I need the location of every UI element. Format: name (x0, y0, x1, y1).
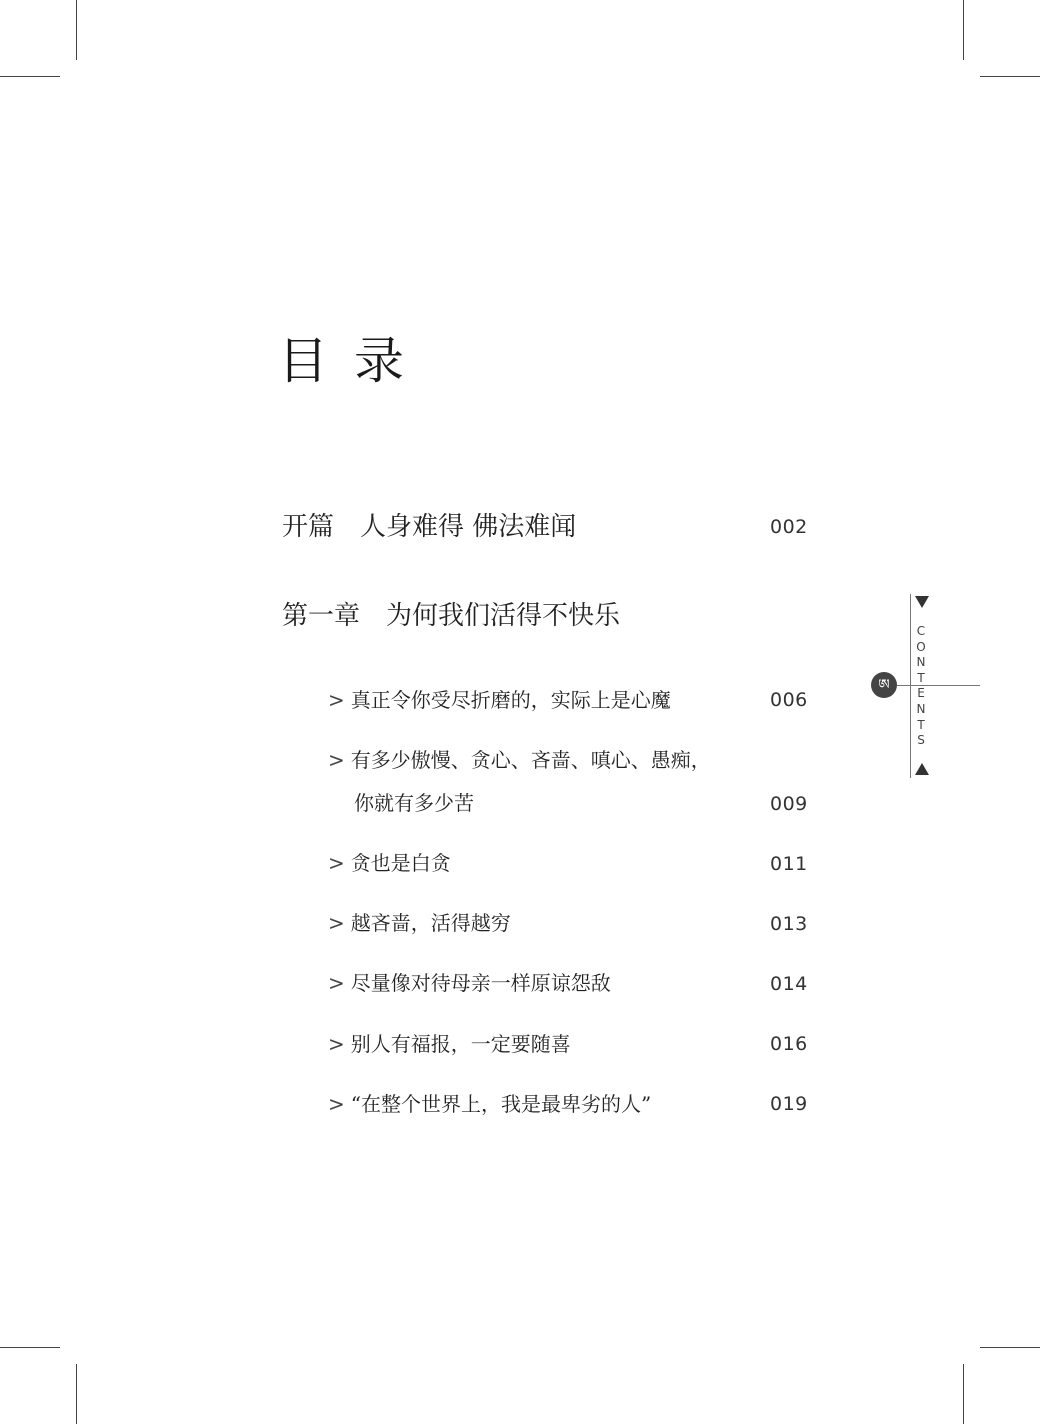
item-marker: > (328, 851, 345, 875)
tibetan-syllable-icon: ཨ (871, 672, 897, 698)
section-title: 为何我们活得不快乐 (386, 601, 621, 631)
page-number: 011 (770, 853, 808, 875)
tab-letter: E (917, 686, 925, 701)
crop-mark (76, 0, 77, 60)
section-label: 开篇 (282, 512, 335, 542)
item-marker: > (328, 748, 345, 772)
crop-mark (980, 1347, 1040, 1348)
tab-letter: S (917, 733, 925, 748)
item-marker: > (328, 911, 345, 935)
item-title-continuation[interactable]: 你就有多少苦 (354, 791, 474, 815)
toc-item[interactable] (328, 1094, 651, 1114)
tab-letter: N (916, 701, 926, 716)
page-number: 013 (770, 913, 808, 935)
toc-item[interactable] (328, 973, 611, 993)
toc-section-chapter-1[interactable] (282, 603, 620, 629)
toc-item[interactable] (328, 690, 671, 710)
page-number: 009 (770, 793, 808, 815)
item-title: 真正令你受尽折磨的，实际上是心魔 (350, 688, 671, 712)
item-title: 别人有福报，一定要随喜 (350, 1032, 571, 1056)
item-title: 贪也是白贪 (350, 851, 451, 875)
tab-letter: N (916, 655, 926, 670)
tab-letter: O (916, 639, 926, 654)
triangle-down-icon (915, 596, 929, 608)
crop-mark (0, 76, 60, 77)
section-title: 人身难得 佛法难闻 (360, 512, 577, 542)
crop-mark (980, 76, 1040, 77)
tab-letter: T (917, 670, 925, 685)
page-number: 019 (770, 1093, 808, 1115)
item-title: 有多少傲慢、贪心、吝啬、嗔心、愚痴， (350, 748, 711, 772)
tab-connector-line (897, 685, 980, 686)
crop-mark (963, 0, 964, 60)
toc-item[interactable] (328, 853, 451, 873)
crop-mark (76, 1364, 77, 1424)
section-label: 第一章 (282, 601, 361, 631)
item-title: “在整个世界上，我是最卑劣的人” (350, 1092, 652, 1116)
item-title: 尽量像对待母亲一样原谅怨敌 (350, 971, 611, 995)
contents-tab-label (913, 624, 929, 749)
triangle-up-icon (915, 763, 929, 775)
item-marker: > (328, 688, 345, 712)
page-title: 目录 (278, 332, 430, 390)
item-title: 越吝啬，活得越穷 (350, 911, 511, 935)
tab-border-left (910, 594, 911, 778)
toc-item[interactable] (328, 913, 511, 933)
page-number: 014 (770, 973, 808, 995)
toc-item[interactable] (328, 1034, 571, 1054)
toc-item[interactable] (328, 750, 711, 770)
crop-mark (0, 1347, 60, 1348)
toc-section-prologue[interactable] (282, 514, 576, 540)
item-marker: > (328, 1032, 345, 1056)
page-number: 016 (770, 1033, 808, 1055)
item-marker: > (328, 1092, 345, 1116)
page-number: 006 (770, 689, 808, 711)
item-marker: > (328, 971, 345, 995)
tab-letter: T (917, 717, 925, 732)
tab-letter: C (916, 624, 926, 638)
page-number: 002 (770, 516, 808, 538)
crop-mark (963, 1364, 964, 1424)
